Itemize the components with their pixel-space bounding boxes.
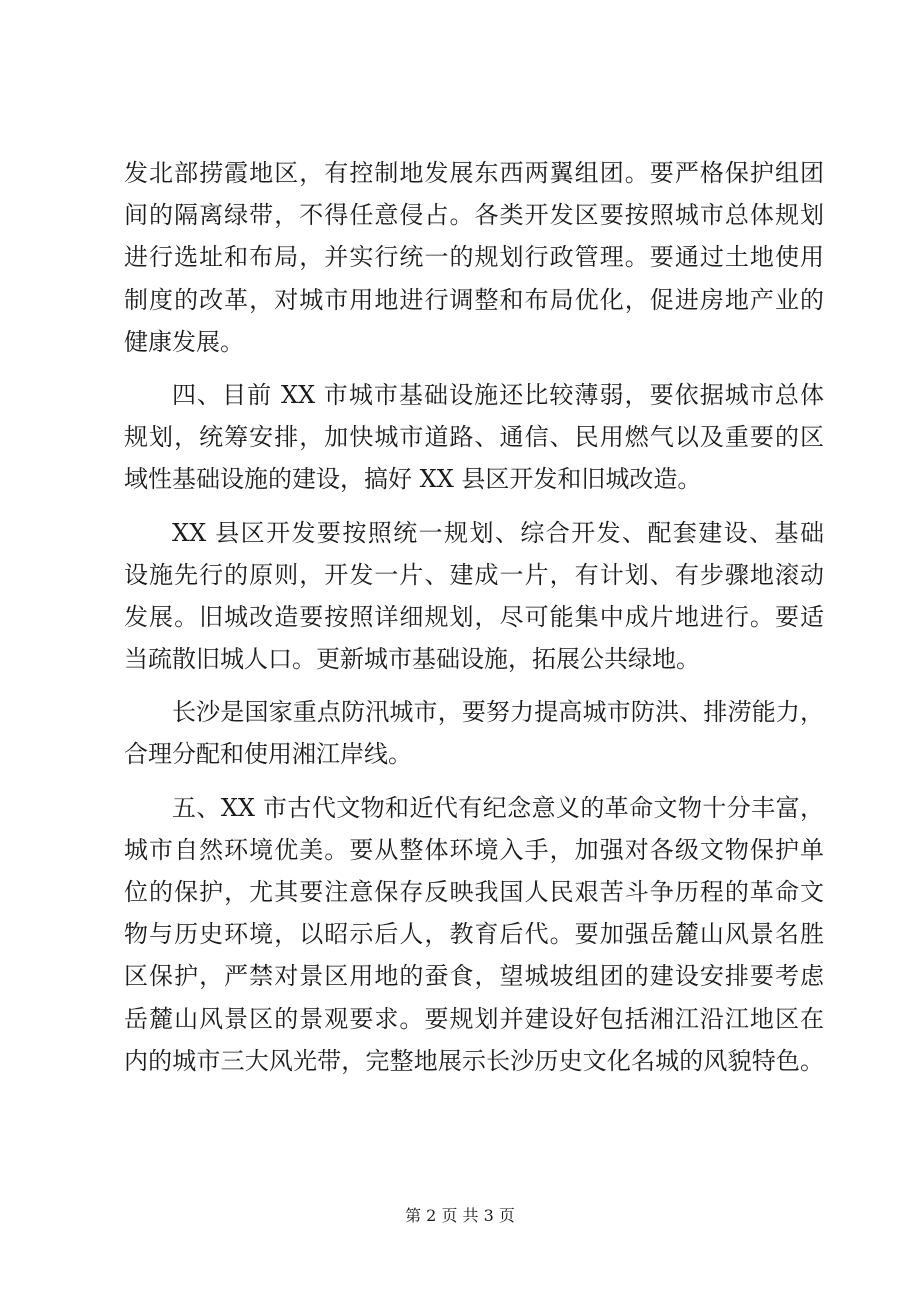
text-line: 区保护，严禁对景区用地的蚕食，望城坡组团的建设安排要考虑 bbox=[124, 962, 824, 991]
paragraph bbox=[124, 787, 824, 1082]
paragraph bbox=[124, 152, 824, 363]
text-line: 岳麓山风景区的景观要求。要规划并建设好包括湘江沿江地区在 bbox=[124, 1004, 824, 1033]
text-line: 五、XX 市古代文物和近代有纪念意义的革命文物十分丰富， bbox=[172, 793, 824, 822]
text-line: 健康发展。 bbox=[124, 327, 244, 356]
text-line: 域性基础设施的建设，搞好 XX 县区开发和旧城改造。 bbox=[124, 465, 702, 494]
paragraph bbox=[124, 691, 824, 775]
text-line: 设施先行的原则，开发一片、建成一片，有计划、有步骤地滚动 bbox=[124, 560, 824, 589]
text-line: 四、目前 XX 市城市基础设施还比较薄弱，要依据城市总体 bbox=[172, 380, 824, 409]
text-line: 长沙是国家重点防汛城市，要努力提高城市防洪、排涝能力， bbox=[172, 698, 824, 727]
paragraph bbox=[124, 512, 824, 681]
text-line: 发北部捞霞地区，有控制地发展东西两翼组团。要严格保护组团 bbox=[124, 159, 824, 187]
document-body bbox=[124, 152, 824, 1082]
page-number-footer: 第 2 页 共 3 页 bbox=[405, 1206, 515, 1225]
text-line: XX 县区开发要按照统一规划、综合开发、配套建设、基础 bbox=[172, 518, 824, 547]
text-line: 城市自然环境优美。要从整体环境入手，加强对各级文物保护单 bbox=[124, 835, 824, 864]
text-line: 位的保护，尤其要注意保存反映我国人民艰苦斗争历程的革命文 bbox=[124, 878, 824, 906]
text-line: 制度的改革，对城市用地进行调整和布局优化，促进房地产业的 bbox=[124, 285, 824, 314]
text-line: 合理分配和使用湘江岸线。 bbox=[124, 740, 412, 769]
text-line: 进行选址和布局，并实行统一的规划行政管理。要通过土地使用 bbox=[124, 243, 824, 272]
text-line: 物与历史环境，以昭示后人，教育后代。要加强岳麓山风景名胜 bbox=[124, 920, 824, 949]
text-line: 当疏散旧城人口。更新城市基础设施，拓展公共绿地。 bbox=[124, 645, 700, 674]
text-line: 间的隔离绿带，不得任意侵占。各类开发区要按照城市总体规划 bbox=[124, 201, 824, 230]
text-line: 发展。旧城改造要按照详细规划，尽可能集中成片地进行。要适 bbox=[124, 602, 824, 631]
paragraph bbox=[124, 374, 824, 501]
text-line: 规划，统筹安排，加快城市道路、通信、民用燃气以及重要的区 bbox=[124, 423, 824, 452]
text-line: 内的城市三大风光带，完整地展示长沙历史文化名城的风貌特色。 bbox=[124, 1046, 824, 1075]
